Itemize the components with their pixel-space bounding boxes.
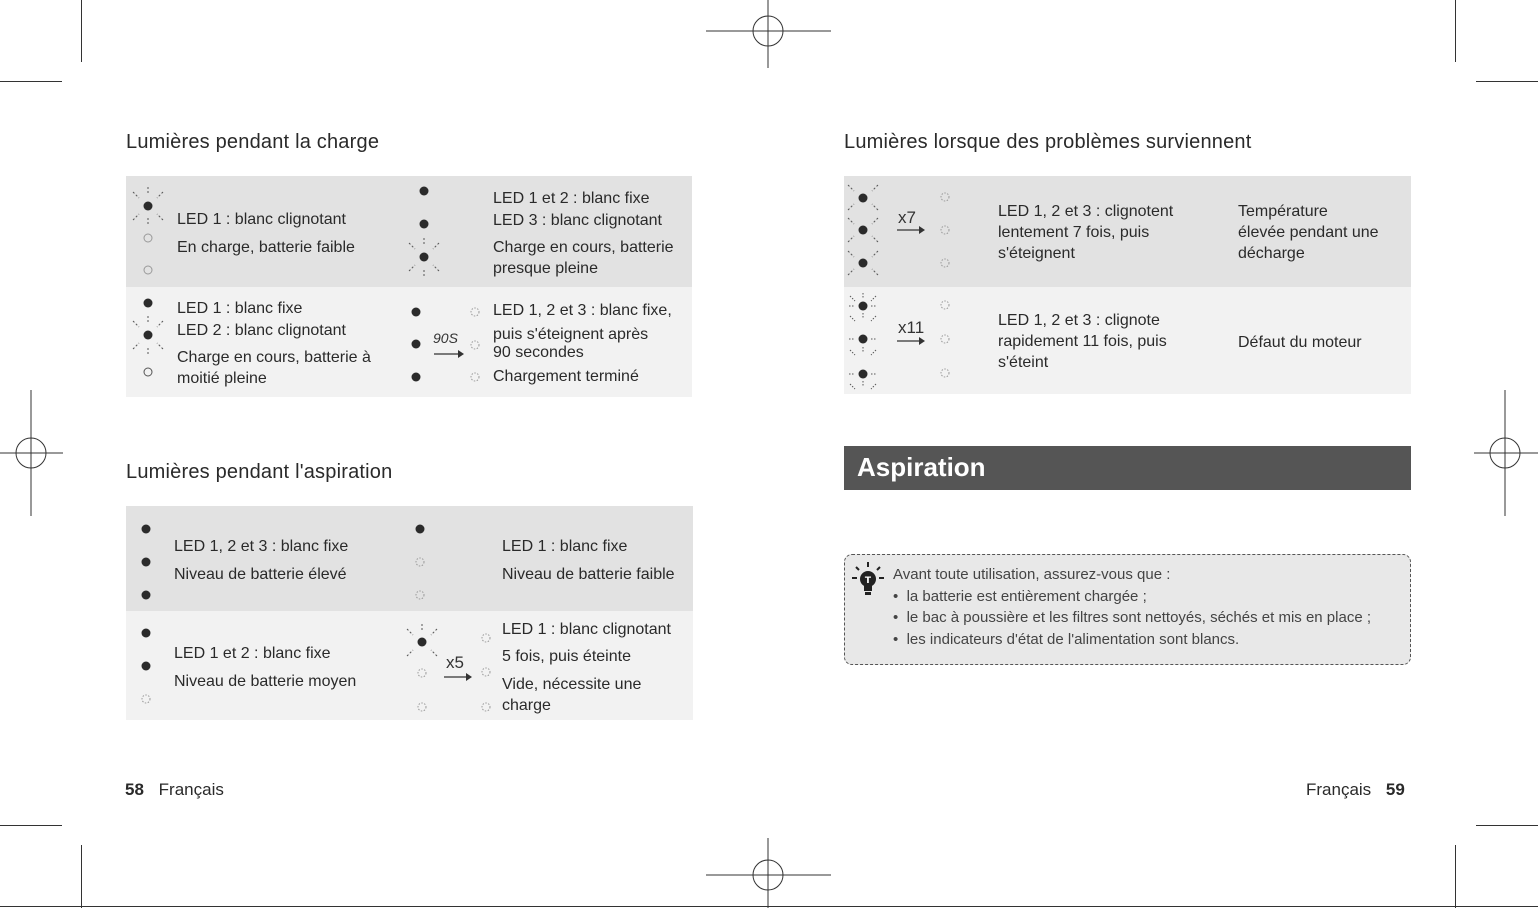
page-number: 59: [1385, 780, 1405, 799]
led-indicator-high: [136, 520, 156, 604]
problem-row1-desc1: LED 1, 2 et 3 : clignotent: [998, 203, 1174, 220]
aspiration-row3-status: Niveau de batterie moyen: [174, 673, 357, 690]
charge-row4-status: Chargement terminé: [493, 368, 639, 385]
registration-mark: [1474, 390, 1538, 518]
charge-row2-status2: presque pleine: [493, 260, 598, 277]
crop-mark: [81, 845, 82, 908]
registration-mark: [706, 0, 832, 70]
tip-item: • la batterie est entièrement chargée ;: [893, 588, 1147, 605]
section-title: Aspiration: [857, 452, 986, 482]
crop-mark: [1476, 81, 1538, 82]
crop-mark: [0, 81, 62, 82]
charge-row4-off2: 90 secondes: [493, 344, 584, 361]
problem-row1-meaning3: décharge: [1238, 245, 1305, 262]
page-number-left: [125, 780, 224, 800]
problem-row2-desc3: s'éteint: [998, 354, 1049, 371]
problem-row2-desc1: LED 1, 2 et 3 : clignote: [998, 312, 1160, 329]
page-number-right: [1306, 780, 1405, 800]
led-indicator-blink-low: [130, 186, 166, 278]
aspiration-row4-status1: Vide, nécessite une: [502, 676, 642, 693]
page-language: Français: [158, 780, 224, 799]
aspiration-row2-led: LED 1 : blanc fixe: [502, 538, 628, 555]
aspiration-row4-off: 5 fois, puis éteinte: [502, 648, 631, 665]
led-indicator-blink-second: [130, 294, 166, 382]
led-indicator-fast-blink: [845, 292, 955, 390]
page-language: Français: [1306, 780, 1372, 799]
lightbulb-icon: [850, 561, 886, 601]
crop-mark: [1455, 845, 1456, 908]
section-title-bar: [844, 446, 1411, 490]
registration-mark: [0, 390, 64, 518]
problem-row1-desc2: lentement 7 fois, puis: [998, 224, 1150, 241]
charge-row2-led1: LED 1 et 2 : blanc fixe: [493, 190, 650, 207]
led-indicator-blink-third: [406, 182, 442, 278]
heading-problem-lights: Lumières lorsque des problèmes surviennent: [844, 131, 1252, 153]
charge-row3-status1: Charge en cours, batterie à: [177, 349, 371, 366]
charge-row3-led2: LED 2 : blanc clignotant: [177, 322, 346, 339]
charge-row4-off1: puis s'éteignent après: [493, 326, 649, 343]
timer-label: 90S: [433, 330, 458, 346]
aspiration-row4-status2: charge: [502, 697, 551, 714]
tip-intro: Avant toute utilisation, assurez-vous que :: [893, 566, 1171, 583]
slow-blink-count: x7: [898, 208, 916, 227]
problem-row1-meaning2: élevée pendant une: [1238, 224, 1379, 241]
tip-item-text: la batterie est entièrement chargée ;: [906, 588, 1147, 605]
aspiration-row1-status: Niveau de batterie élevé: [174, 566, 347, 583]
problem-row1-desc3: s'éteignent: [998, 245, 1075, 262]
tip-item-text: les indicateurs d'état de l'alimentation sont blancs.: [906, 631, 1240, 648]
aspiration-row1-led: LED 1, 2 et 3 : blanc fixe: [174, 538, 349, 555]
led-indicator-medium: [136, 624, 156, 708]
registration-mark: [706, 838, 832, 908]
problem-row2-meaning: Défaut du moteur: [1238, 334, 1362, 351]
crop-mark: [81, 0, 82, 62]
heading-charge-lights: Lumières pendant la charge: [126, 131, 380, 153]
svg-text:T: T: [864, 576, 872, 586]
crop-mark: [0, 825, 62, 826]
aspiration-row4-led: LED 1 : blanc clignotant: [502, 621, 671, 638]
crop-mark: [1476, 825, 1538, 826]
charge-row3-led1: LED 1 : blanc fixe: [177, 300, 303, 317]
charge-row4-led: LED 1, 2 et 3 : blanc fixe,: [493, 302, 672, 319]
tip-item: • les indicateurs d'état de l'alimentation sont blancs.: [893, 631, 1240, 648]
problem-row2-desc2: rapidement 11 fois, puis: [998, 333, 1167, 350]
page-number: 58: [125, 780, 144, 799]
tip-box: [844, 554, 1411, 665]
led-indicator-low: [410, 520, 430, 604]
charge-row2-status1: Charge en cours, batterie: [493, 239, 674, 256]
charge-row2-led2: LED 3 : blanc clignotant: [493, 212, 662, 229]
charge-row1-status: En charge, batterie faible: [177, 239, 355, 256]
tip-item-text: le bac à poussière et les filtres sont nettoyés, séchés et mis en place ;: [906, 609, 1372, 626]
aspiration-row2-status: Niveau de batterie faible: [502, 566, 675, 583]
aspiration-row3-led: LED 1 et 2 : blanc fixe: [174, 645, 331, 662]
charge-row3-status2: moitié pleine: [177, 370, 267, 387]
heading-aspiration-lights: Lumières pendant l'aspiration: [126, 461, 393, 483]
blink-count-label: x5: [446, 653, 464, 672]
charge-row1-led: LED 1 : blanc clignotant: [177, 211, 346, 228]
tip-item: • le bac à poussière et les filtres sont nettoyés, séchés et mis en place ;: [893, 609, 1372, 626]
problem-row1-meaning1: Température: [1238, 203, 1328, 220]
crop-mark: [1455, 0, 1456, 62]
fast-blink-count: x11: [898, 318, 925, 337]
led-indicator-slow-blink: [845, 182, 955, 280]
